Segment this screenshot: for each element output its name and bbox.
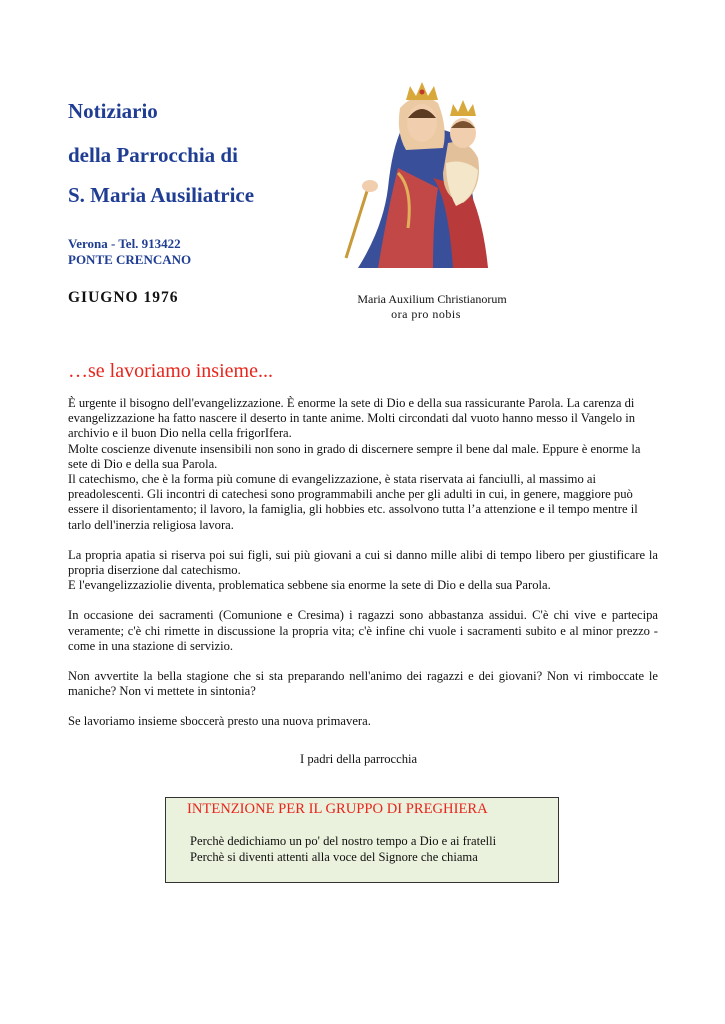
article-paragraph: Il catechismo, che è la forma più comune di evangelizzazione, è stata riservata ai fanciulli, al massimo ai preadolescenti. Gli incontri di catechesi sono programmabili anche per gli adulti in cui, in genere, maggiore può essere il disorientamento; il lavoro, la famiglia, gli hobbies etc. assolvono tutta l’a attenzione e il tempo mentre il tarlo dell'inerzia religiosa lavora. — [68, 472, 638, 532]
address-locality: PONTE CRENCANO — [68, 252, 192, 267]
article-heading: …se lavoriamo insieme... — [68, 360, 273, 382]
newsletter-subtitle: della Parrocchia di — [68, 143, 238, 167]
article-signature: I padri della parrocchia — [300, 752, 418, 766]
article-paragraph: In occasione dei sacramenti (Comunione e Cresima) i ragazzi sono abbastanza assidui. C'è chi vive e partecipa veramente; c'è chi rimette in discussione la propria vita; c'è infine chi vuole i sacramenti subito e al minor prezzo - come in una stazione di servizio. — [68, 608, 658, 653]
parish-name: S. Maria Ausiliatrice — [68, 183, 255, 207]
article-paragraph: La propria apatia si riserva poi sui figli, sui più giovani a cui si danno mille alibi di tempo libero per giustificare la propria diserzione dal catechismo. — [68, 547, 658, 578]
prayer-intention-line: Perchè si diventi attenti alla voce del Signore che chiama — [190, 850, 478, 864]
image-caption-line2: ora pro nobis — [391, 307, 461, 321]
prayer-intention-line: Perchè dedichiamo un po' del nostro tempo a Dio e ai fratelli — [190, 834, 497, 848]
madonna-statue-image — [338, 78, 520, 268]
article-paragraph: E l'evangelizzaziolie diventa, problematica sebbene sia enorme la sete di Dio e della sua Parola. — [68, 578, 551, 593]
prayer-intention-box — [165, 797, 559, 883]
article-paragraph: Se lavoriamo insieme sboccerà presto una nuova primavera. — [68, 714, 371, 729]
prayer-box-title: INTENZIONE PER IL GRUPPO DI PREGHIERA — [187, 801, 488, 817]
article-paragraph: È urgente il bisogno dell'evangelizzazione. È enorme la sete di Dio e della sua rassicurante Parola. La carenza di evangelizzazione ha fatto nascere il deserto in tante anime. Molti circondati dal vuoto hanno messo il Vangelo in archivio e il buon Dio nella cella frigorIfera. — [68, 396, 636, 441]
image-caption-line1: Maria Auxilium Christianorum — [357, 292, 507, 306]
issue-date: GIUGNO 1976 — [68, 289, 179, 306]
article-paragraph: Molte coscienze divenute insensibili non sono in grado di discernere sempre il bene dal male. Eppure è enorme la sete di Dio e della sua Parola. — [68, 441, 641, 471]
address-phone: Verona - Tel. 913422 — [68, 236, 181, 251]
article-paragraph: Non avvertite la bella stagione che si sta preparando nell'animo dei ragazzi e dei giovani? Non vi rimboccate le maniche? Non vi mettete in sintonia? — [68, 669, 658, 699]
newsletter-title: Notiziario — [68, 99, 158, 123]
article-body — [68, 396, 658, 745]
